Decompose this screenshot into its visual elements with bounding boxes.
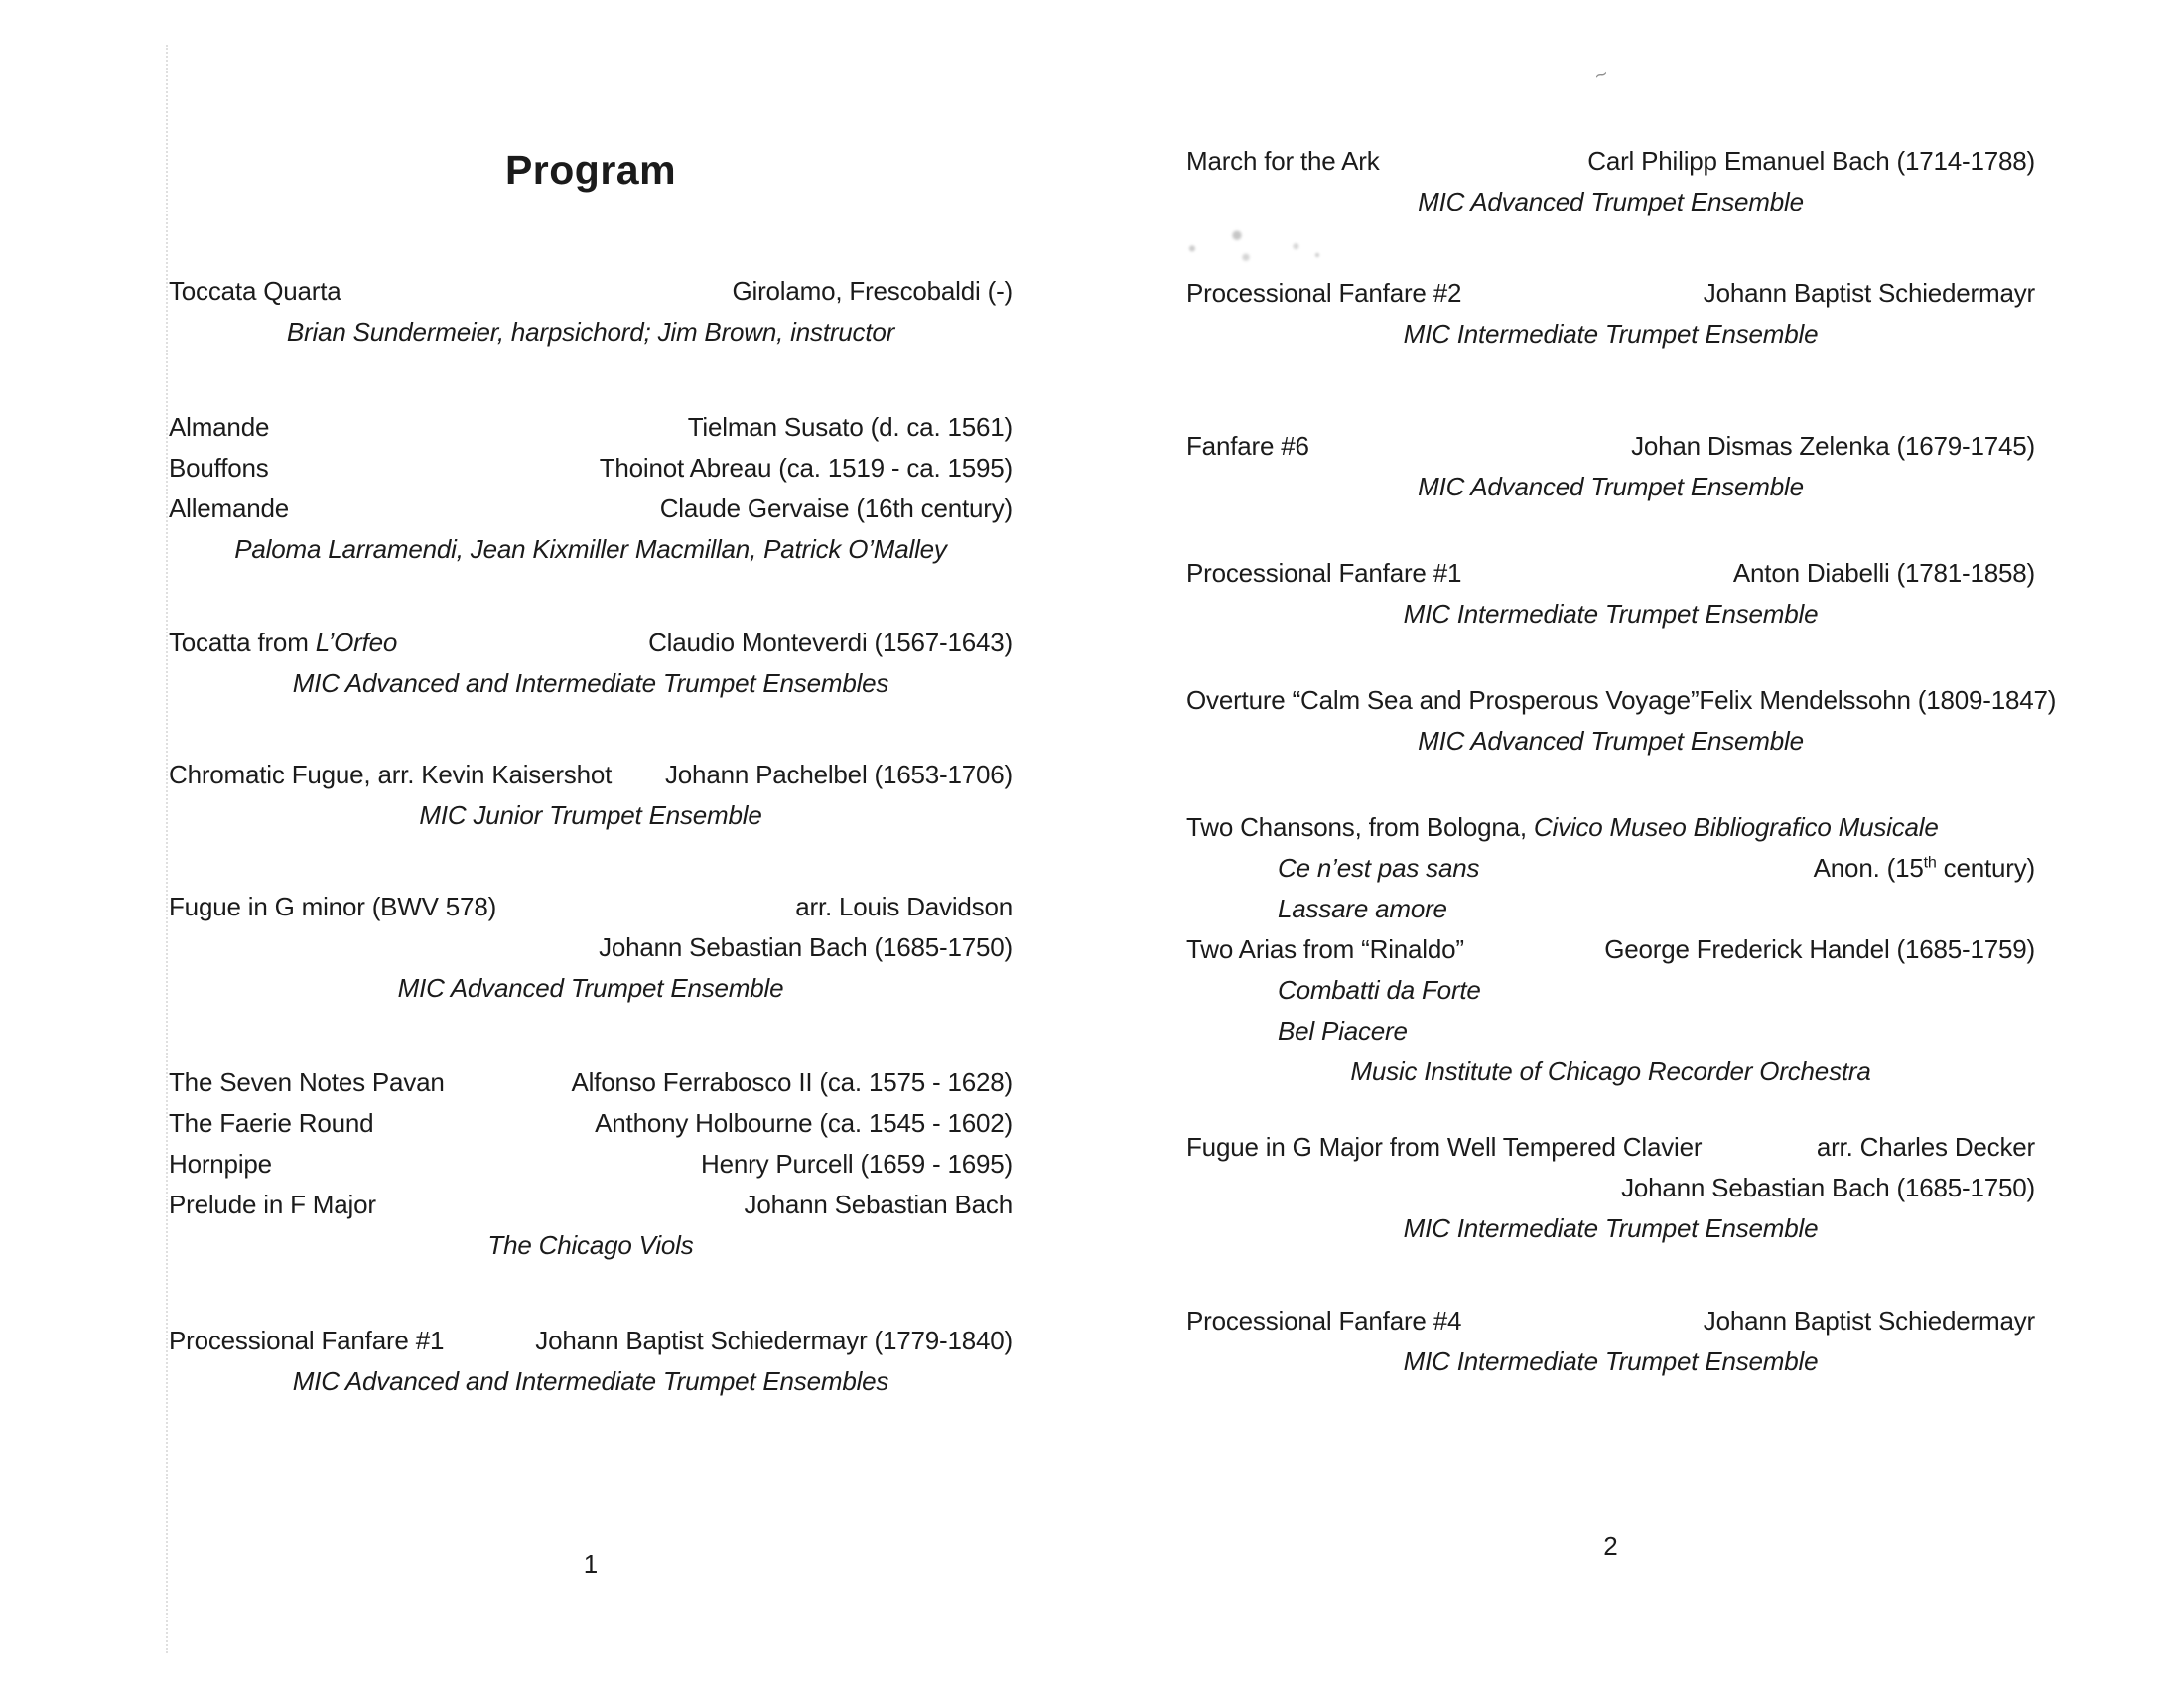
piece-title: Overture “Calm Sea and Prosperous Voyage” [1186, 685, 1700, 715]
piece-title: Fugue in G minor (BWV 578) [169, 892, 497, 921]
piece-title: Processional Fanfare #4 [1186, 1306, 1462, 1336]
piece-title: Tocatta from L’Orfeo [169, 628, 398, 657]
piece-line [169, 628, 1013, 668]
piece-line [1186, 1016, 2035, 1056]
piece-title: Lassare amore [1278, 894, 1447, 923]
program-entry [169, 1067, 1013, 1271]
composer: Johann Sebastian Bach (1685-1750) [599, 932, 1013, 962]
piece-line [169, 1149, 1013, 1190]
page-number: 2 [1603, 1531, 1618, 1561]
program-entry [1186, 1132, 2035, 1254]
composer: Anthony Holbourne (ca. 1545 - 1602) [595, 1108, 1013, 1138]
piece-line [1186, 146, 2035, 187]
composer: Carl Philipp Emanuel Bach (1714-1788) [1587, 146, 2035, 176]
composer: Thoinot Abreau (ca. 1519 - ca. 1595) [599, 453, 1013, 483]
piece-title: Fugue in G Major from Well Tempered Clavier [1186, 1132, 1703, 1162]
piece-line [1186, 431, 2035, 472]
composer: Johann Sebastian Bach [744, 1190, 1013, 1219]
piece-line [169, 892, 1013, 932]
piece-title: Processional Fanfare #2 [1186, 278, 1462, 308]
performers-line: MIC Junior Trumpet Ensemble [419, 800, 762, 830]
composer: Johann Baptist Schiedermayr [1703, 1306, 2035, 1336]
piece-title: Combatti da Forte [1278, 975, 1481, 1005]
program-page-1 [169, 0, 1013, 1688]
piece-line [1186, 1132, 2035, 1173]
performers-line: MIC Intermediate Trumpet Ensemble [1403, 1213, 1819, 1243]
composer: Johann Sebastian Bach (1685-1750) [1621, 1173, 2035, 1202]
performers-line: Brian Sundermeier, harpsichord; Jim Brown, instructor [286, 317, 895, 347]
program-entry [169, 892, 1013, 1014]
composer: Henry Purcell (1659 - 1695) [701, 1149, 1013, 1179]
piece-line [169, 453, 1013, 493]
program-page-2 [1186, 0, 2057, 1688]
piece-title: Hornpipe [169, 1149, 272, 1179]
piece-title: The Faerie Round [169, 1108, 374, 1138]
composer: Tielman Susato (d. ca. 1561) [687, 412, 1013, 442]
performers-line: MIC Intermediate Trumpet Ensemble [1403, 599, 1819, 629]
program-entry [1186, 685, 2057, 767]
performers-line: MIC Advanced Trumpet Ensemble [1418, 472, 1804, 501]
program-entry [169, 760, 1013, 841]
composer: Anton Diabelli (1781-1858) [1732, 558, 2035, 588]
composer: arr. Louis Davidson [795, 892, 1013, 921]
composer: Claude Gervaise (16th century) [659, 493, 1013, 523]
piece-line [1186, 812, 2035, 853]
performers-line: MIC Advanced Trumpet Ensemble [1418, 726, 1804, 756]
composer: Alfonso Ferrabosco II (ca. 1575 - 1628) [571, 1067, 1013, 1097]
entries [1186, 146, 2057, 1387]
piece-line [1186, 278, 2035, 319]
performers-line: MIC Advanced Trumpet Ensemble [397, 973, 784, 1003]
program-entry [1186, 812, 2035, 1097]
program-entry [1186, 146, 2035, 227]
program-entry [1186, 278, 2035, 359]
piece-title: March for the Ark [1186, 146, 1380, 176]
scan-artifact-mark: ∼ [1591, 64, 1611, 86]
piece-line [169, 1067, 1013, 1108]
performers-line: MIC Intermediate Trumpet Ensemble [1403, 319, 1819, 349]
composer: Girolamo, Frescobaldi (-) [732, 276, 1013, 306]
piece-title: Fanfare #6 [1186, 431, 1309, 461]
piece-title: Ce n’est pas sans [1278, 853, 1480, 883]
composer: arr. Charles Decker [1816, 1132, 2035, 1162]
piece-line [169, 1326, 1013, 1366]
performers-line: The Chicago Viols [487, 1230, 694, 1260]
piece-line [169, 760, 1013, 800]
program-entry [169, 628, 1013, 709]
piece-line [1186, 685, 2057, 726]
piece-line [1186, 853, 2035, 894]
piece-line [169, 493, 1013, 534]
performers-line: MIC Advanced Trumpet Ensemble [1418, 187, 1804, 216]
piece-title: The Seven Notes Pavan [169, 1067, 445, 1097]
performers-line: Music Institute of Chicago Recorder Orchestra [1350, 1056, 1871, 1086]
program-entry [169, 412, 1013, 575]
piece-line [1186, 894, 2035, 934]
program-entry [169, 276, 1013, 357]
piece-line [1186, 934, 2035, 975]
composer: Anon. (15th century) [1813, 853, 2035, 883]
piece-title: Two Arias from “Rinaldo” [1186, 934, 1464, 964]
piece-title: Two Chansons, from Bologna, Civico Museo Bibliografico Musicale [1186, 812, 1939, 842]
piece-title: Almande [169, 412, 270, 442]
piece-title: Allemande [169, 493, 290, 523]
piece-title: Chromatic Fugue, arr. Kevin Kaisershot [169, 760, 613, 789]
performers-line: MIC Advanced and Intermediate Trumpet Ensembles [292, 1366, 889, 1396]
page-title: Program [504, 147, 677, 193]
piece-line [1186, 558, 2035, 599]
piece-title: Bouffons [169, 453, 269, 483]
page-number: 1 [583, 1549, 599, 1579]
program-entry [1186, 558, 2035, 639]
performers-line: Paloma Larramendi, Jean Kixmiller Macmillan, Patrick O’Malley [234, 534, 947, 564]
piece-title: Toccata Quarta [169, 276, 341, 306]
scan-binding-dotted-line [166, 45, 168, 1653]
performers-line: MIC Advanced and Intermediate Trumpet Ensembles [292, 668, 889, 698]
composer: George Frederick Handel (1685-1759) [1604, 934, 2035, 964]
performers-line: MIC Intermediate Trumpet Ensemble [1403, 1346, 1819, 1376]
piece-title: Processional Fanfare #1 [1186, 558, 1462, 588]
composer: Claudio Monteverdi (1567-1643) [648, 628, 1013, 657]
composer: Johann Pachelbel (1653-1706) [665, 760, 1013, 789]
piece-line [169, 1108, 1013, 1149]
composer: Johan Dismas Zelenka (1679-1745) [1631, 431, 2035, 461]
piece-line [1186, 975, 2035, 1016]
piece-line [169, 276, 1013, 317]
piece-line [169, 412, 1013, 453]
piece-title: Bel Piacere [1278, 1016, 1408, 1046]
program-entry [1186, 431, 2035, 512]
composer: Johann Baptist Schiedermayr [1703, 278, 2035, 308]
entries [169, 276, 1013, 1407]
program-entry [1186, 1306, 2035, 1387]
piece-line [1186, 1173, 2035, 1213]
piece-title: Prelude in F Major [169, 1190, 376, 1219]
piece-line [169, 932, 1013, 973]
composer: Felix Mendelssohn (1809-1847) [1699, 685, 2057, 715]
piece-line [1186, 1306, 2035, 1346]
piece-line [169, 1190, 1013, 1230]
piece-title: Processional Fanfare #1 [169, 1326, 445, 1355]
composer: Johann Baptist Schiedermayr (1779-1840) [535, 1326, 1013, 1355]
program-entry [169, 1326, 1013, 1407]
